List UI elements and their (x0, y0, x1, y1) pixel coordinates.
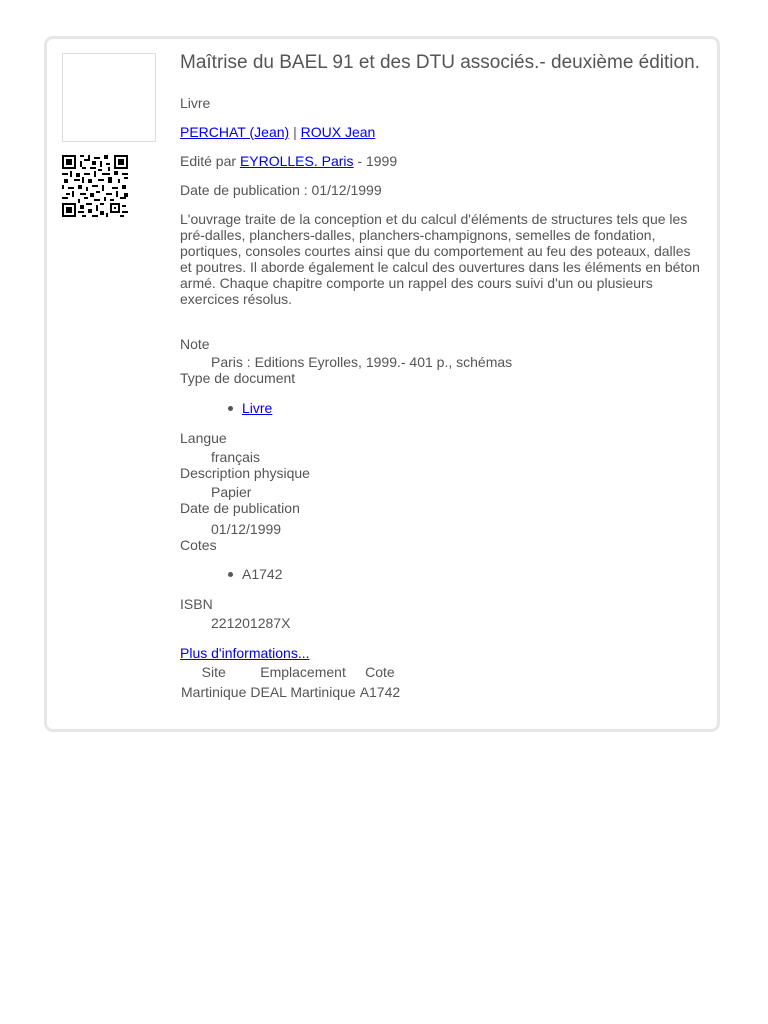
table-header-row (180, 663, 401, 681)
column-header: Emplacement (260, 664, 346, 680)
langue-value: français (211, 449, 261, 465)
description-label: Description physique (180, 465, 310, 481)
langue-label: Langue (180, 430, 227, 446)
column-header: Site (201, 664, 226, 680)
table-cell: Martinique (181, 684, 247, 700)
description-value: Papier (211, 484, 252, 500)
author-link[interactable]: ROUX Jean (300, 124, 376, 140)
list-item: A1742 (180, 566, 710, 582)
cotes-list (180, 566, 710, 582)
note-value: Paris : Editions Eyrolles, 1999.- 401 p., schémas (211, 354, 513, 370)
type-link[interactable]: Livre (242, 400, 273, 416)
more-info (180, 645, 710, 661)
table-cell: DEAL Martinique (250, 684, 356, 700)
note-label: Note (180, 336, 210, 352)
list-item (180, 400, 710, 416)
record-content (180, 52, 710, 703)
type-list (180, 400, 710, 416)
holdings-table (178, 661, 403, 703)
table-row (180, 683, 401, 701)
abstract: L'ouvrage traite de la conception et du calcul d'éléments de structures tels que les pré-dalles, planchers-dalles, planchers-champignons, semelles de fondation, portiques, consoles courtes ainsi que du comportement au feu des poteaux, dalles et poutres. Il aborde également le calcul des ouvertures dans les éléments en béton armé. Chaque chapitre comporte un rappel des cours suivi d'un ou plusieurs exercices résolus. (180, 211, 700, 307)
publisher-year: - 1999 (357, 153, 398, 169)
publisher-line (180, 153, 710, 169)
author-link[interactable]: PERCHAT (Jean) (180, 124, 290, 140)
date-label: Date de publication (180, 500, 300, 516)
record-fields (180, 336, 710, 631)
more-info-link[interactable]: Plus d'informations... (180, 645, 310, 661)
author-list (180, 124, 710, 140)
type-label: Type de document (180, 370, 296, 386)
table-cell: A1742 (359, 684, 401, 700)
isbn-label: ISBN (180, 596, 213, 612)
cover-thumbnail (62, 53, 156, 142)
qr-code-icon (62, 155, 128, 217)
isbn-value: 221201287X (211, 615, 291, 631)
record-title: Maîtrise du BAEL 91 et des DTU associés.- deuxième édition. (180, 52, 700, 73)
publisher-prefix: Edité par (180, 153, 237, 169)
publisher-link[interactable]: EYROLLES. Paris (239, 153, 354, 169)
date-value: 01/12/1999 (211, 521, 282, 537)
cotes-label: Cotes (180, 537, 217, 553)
column-header: Cote (365, 664, 395, 680)
author-separator: | (293, 124, 297, 140)
document-type: Livre (180, 95, 211, 111)
publication-date-line: Date de publication : 01/12/1999 (180, 182, 382, 198)
